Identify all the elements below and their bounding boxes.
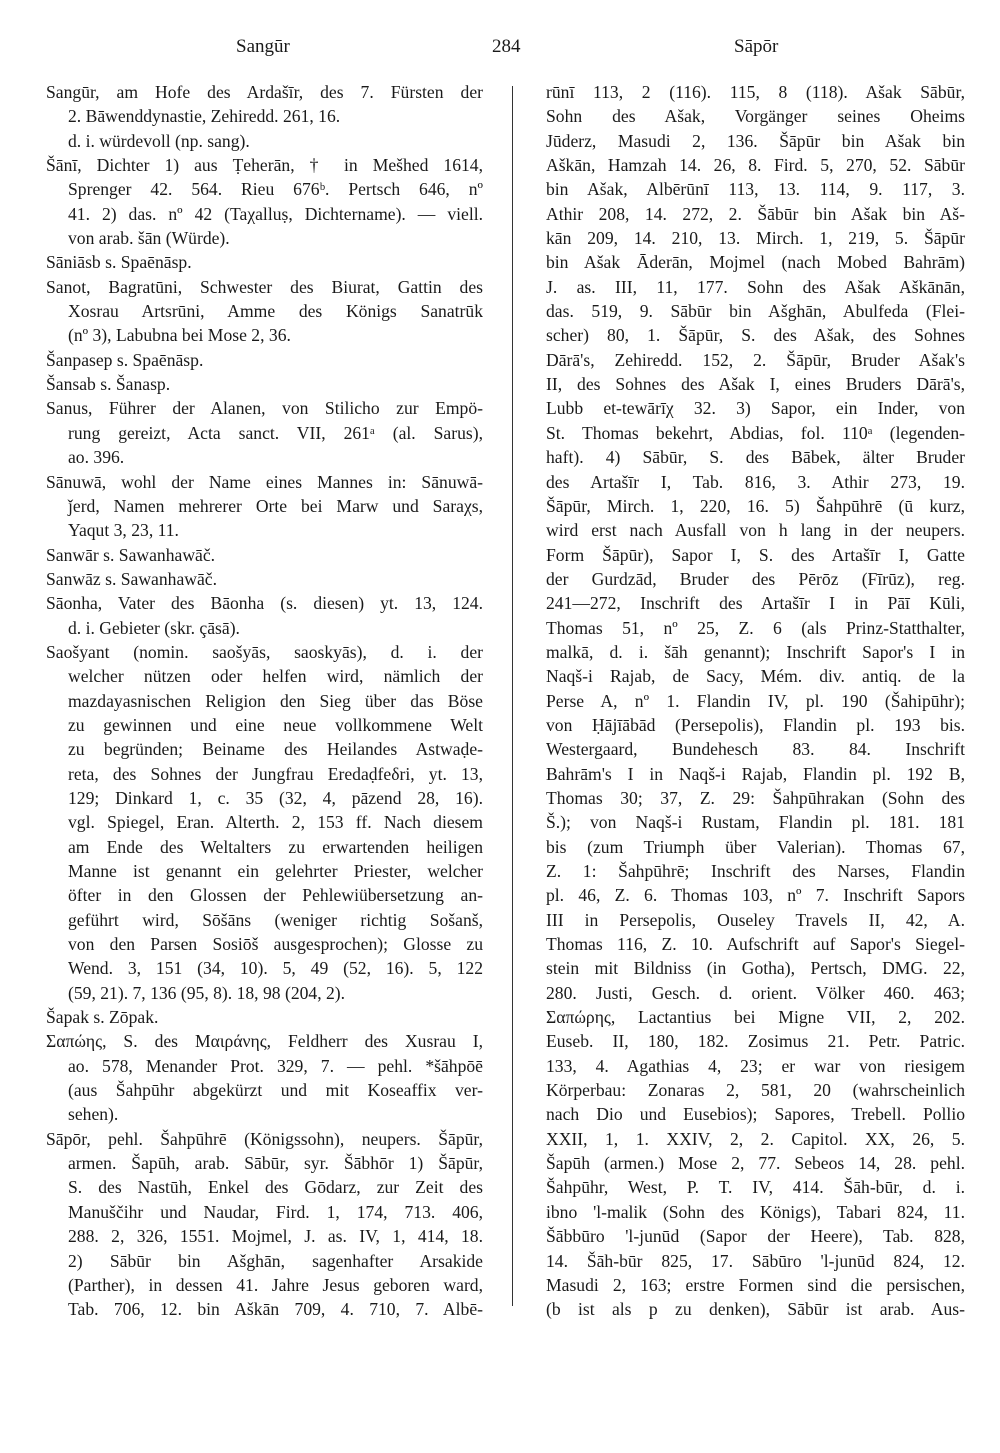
text-line: Dārā's, Zehiredd. 152, 2. Šāpūr, Bruder Ašak's: [546, 349, 965, 370]
text-line: geführt wird, Sōšāns (weniger richtig Sošanš,: [68, 909, 483, 930]
text-line: sehen).: [68, 1104, 119, 1125]
header-right-headword: Sāpōr: [734, 36, 779, 57]
text-line: rung gereizt, Acta sanct. VII, 261ᵃ (al. Sarus),: [68, 422, 483, 443]
text-line: Sohn des Ašak, Vorgänger seines Oheims: [546, 106, 965, 127]
text-line: 2. Bāwenddynastie, Zehiredd. 261, 16.: [68, 106, 341, 127]
text-line: Σαπώρης, Lactantius bei Migne VII, 2, 202.: [546, 1007, 965, 1028]
text-line: malkā, d. i. šāh genannt); Inschrift Sapor's I in: [546, 641, 965, 662]
text-line: Bahrām's I in Naqš-i Rajab, Flandin pl. 192 B,: [546, 763, 965, 784]
text-line: Sanus, Führer der Alanen, von Stilicho zur Empö-: [46, 398, 483, 419]
text-line: Sprenger 42. 564. Rieu 676ᵇ. Pertsch 646, nº: [68, 179, 483, 200]
text-line: armen. Šapūh, arab. Sābūr, syr. Šābhōr 1) Šāpūr,: [68, 1153, 483, 1174]
text-line: St. Thomas bekehrt, Abdias, fol. 110ᵃ (legenden-: [546, 422, 965, 443]
text-line: Σαπώης, S. des Μαιράνης, Feldherr des Xusrau I,: [46, 1031, 483, 1052]
text-line: Saošyant (nomin. saošyās, saoskyās), d. i. der: [46, 641, 483, 662]
text-line: Perse A, nº 1. Flandin IV, pl. 190 (Šahipūhr);: [546, 690, 965, 711]
text-line: (nº 3), Labubna bei Mose 2, 36.: [68, 325, 291, 346]
header-left-headword: Sangūr: [236, 36, 290, 57]
text-line: des Artašīr I, Tab. 816, 3. Athir 273, 19.: [546, 471, 965, 492]
text-line: Jūderz, Masudi 2, 136. Šāpūr bin Ašak bin: [546, 130, 965, 151]
text-line: Šānī, Dichter 1) aus Ṭeherān, † in Mešhed 1614,: [46, 155, 483, 176]
text-line: II, des Sohnes des Ašak I, eines Bruders Dārā's,: [546, 374, 965, 395]
text-line: Šansab s. Šanasp.: [46, 374, 171, 395]
text-line: Masudi 2, 163; erstre Formen sind die persischen,: [546, 1274, 965, 1295]
text-line: stein mit Bildniss (in Gotha), Pertsch, DMG. 22,: [546, 958, 965, 979]
text-line: J. as. III, 11, 177. Sohn des Ašak Aškānān,: [546, 276, 965, 297]
text-line: (59, 21). 7, 136 (95, 8). 18, 98 (204, 2).: [68, 982, 346, 1003]
text-line: Thomas 30; 37, Z. 29: Šahpūhrakan (Sohn des: [546, 787, 965, 808]
text-line: bin Ašak, Albērūnī 113, 13. 114, 9. 117, 3.: [546, 179, 965, 200]
text-line: Wend. 3, 151 (34, 10). 5, 49 (52, 16). 5, 122: [68, 958, 483, 979]
text-line: Šāpūr, Mirch. 1, 220, 16. 5) Šahpūhrē (ū kurz,: [546, 495, 965, 516]
text-line: Thomas 51, nº 25, Z. 6 (als Prinz-Statthalter,: [546, 617, 965, 638]
text-line: Šapak s. Zōpak.: [46, 1007, 159, 1028]
text-line: Š.); von Naqš-i Rustam, Flandin pl. 181. 181: [546, 812, 965, 833]
text-line: Z. 1: Šahpūhrē; Inschrift des Narses, Flandin: [546, 861, 965, 881]
text-line: Lubb et-tewārīχ 32. 3) Sapor, ein Inder, von: [546, 398, 965, 419]
text-line: von den Parsen Sosiōš ausgesprochen); Glosse zu: [68, 934, 483, 955]
text-line: von Ḥājīābād (Persepolis), Flandin pl. 193 bis.: [546, 714, 965, 735]
text-line: Westergaard, Bundehesch 83. 84. Inschrift: [546, 739, 965, 760]
text-line: zu gewinnen und eine neue vollkommene Welt: [68, 714, 483, 735]
text-line: ibno 'l-malik (Sohn des Königs), Tabari 824, 11.: [546, 1201, 965, 1222]
text-line: Šapūh (armen.) Mose 2, 77. Sebeos 14, 28. pehl.: [546, 1153, 965, 1174]
text-line: Sangūr, am Hofe des Ardašīr, des 7. Fürsten der: [46, 82, 483, 102]
left-column: [46, 80, 483, 1322]
text-line: 41. 2) das. nº 42 (Taχalluṣ, Dichtername). — viell.: [68, 203, 483, 224]
text-line: Thomas 116, Z. 10. Aufschrift auf Sapor's Siegel-: [546, 934, 965, 955]
text-line: ǰerd, Namen mehrerer Orte bei Marw und Saraχs,: [68, 495, 483, 516]
text-line: mazdayasnischen Religion den Sieg über das Böse: [68, 690, 483, 711]
running-header: [48, 36, 964, 62]
text-line: (aus Šahpūhr abgekürzt und mit Koseaffix ver-: [68, 1080, 483, 1101]
text-line: zu begründen; Beiname des Heilandes Astwaḍe-: [68, 739, 483, 760]
text-line: Form Šāpūr), Sapor I, S. des Artašīr I, Gatte: [546, 544, 965, 565]
text-line: Sānuwā, wohl der Name eines Mannes in: Sānuwā-: [46, 471, 483, 492]
text-line: welcher nützen oder helfen wird, nämlich der: [68, 666, 483, 687]
text-line: nach Dio und Eusebios); Sapores, Trebell. Pollio: [546, 1104, 965, 1125]
text-line: bin Ašak Āderān, Mojmel (nach Mobed Bahrām): [546, 252, 965, 273]
text-line: III in Persepolis, Ouseley Travels II, 42, A.: [546, 909, 965, 930]
text-line: d. i. würdevoll (np. sang).: [68, 130, 250, 151]
text-line: (b ist als p zu denken), Sābūr ist arab. Aus-: [546, 1299, 965, 1320]
text-line: Naqš-i Rajab, de Sacy, Mém. div. antiq. de la: [546, 666, 965, 687]
text-line: 129; Dinkard 1, c. 35 (32, 4, pāzend 28, 16).: [68, 787, 483, 808]
text-line: öfter in den Glossen der Pehlewiübersetzung an-: [68, 885, 483, 906]
text-line: Aškān, Hamzah 14. 26, 8. Fird. 5, 270, 52. Sābūr: [546, 155, 965, 176]
text-line: rūnī 113, 2 (116). 115, 8 (118). Ašak Sābūr,: [546, 82, 965, 102]
text-line: von arab. šān (Würde).: [68, 228, 230, 249]
text-line: Sāniāsb s. Spaēnāsp.: [46, 252, 192, 273]
text-line: Sanot, Bagratūni, Schwester des Biurat, Gattin des: [46, 276, 483, 297]
text-line: ao. 578, Menander Prot. 329, 7. — pehl. *šāhpōē: [68, 1055, 483, 1076]
text-line: Sanwāz s. Sawanhawāč.: [46, 568, 217, 589]
text-line: Sanwār s. Sawanhawāč.: [46, 544, 216, 565]
text-line: XXII, 1, 1. XXIV, 2, 2. Capitol. XX, 26, 5.: [546, 1128, 965, 1149]
text-line: 133, 4. Agathias 4, 23; er war von riesigem: [546, 1055, 965, 1076]
text-line: ao. 396.: [68, 447, 125, 468]
text-line: wird erst nach Ausfall von h lang in der neupers.: [546, 520, 965, 541]
text-line: haft). 4) Sābūr, S. des Bābek, älter Bruder: [546, 447, 965, 468]
text-line: Athir 208, 14. 272, 2. Šābūr bin Ašak bin Aš-: [546, 203, 965, 224]
text-line: das. 519, 9. Sābūr bin Ašghān, Abulfeda (Flei-: [546, 301, 965, 322]
text-line: Manne ist genannt ein gelehrter Priester, welcher: [68, 861, 483, 881]
text-line: 2) Sābūr bin Ašghān, sagenhafter Arsakide: [68, 1250, 483, 1271]
column-divider: [512, 86, 513, 1306]
text-line: kān 209, 14. 210, 13. Mirch. 1, 219, 5. Šāpūr: [546, 228, 965, 249]
text-line: Yaqut 3, 23, 11.: [68, 520, 179, 541]
text-line: der Gurdzād, Bruder des Pērōz (Fīrūz), reg.: [546, 568, 965, 589]
text-line: scher) 80, 1. Šāpūr, S. des Ašak, des Sohnes: [546, 325, 965, 346]
page-number: 284: [492, 36, 521, 57]
text-line: 14. Šāh-būr 825, 17. Sābūro 'l-junūd 824, 12.: [546, 1250, 965, 1271]
right-column: [546, 80, 965, 1322]
text-line: Sāpōr, pehl. Šahpūhrē (Königssohn), neupers. Šāpūr,: [46, 1128, 483, 1149]
text-line: bis (zum Triumph über Valerian). Thomas 67,: [546, 836, 965, 857]
text-line: reta, des Sohnes der Jungfrau Eredaḍfeδri, yt. 13,: [68, 763, 483, 784]
text-line: 280. Justi, Gesch. d. orient. Völker 460. 463;: [546, 982, 965, 1003]
text-line: vgl. Spiegel, Eran. Alterth. 2, 153 ff. Nach diesem: [68, 812, 483, 833]
text-line: Manuščihr und Naudar, Fird. 1, 174, 713. 406,: [68, 1201, 483, 1222]
text-line: 288. 2, 326, 1551. Mojmel, J. as. IV, 1, 414, 18.: [68, 1226, 483, 1247]
text-line: am Ende des Weltalters zu erwartenden heiligen: [68, 836, 483, 857]
text-line: Šahpūhr, West, P. T. IV, 414. Šāh-būr, d. i.: [546, 1177, 965, 1198]
text-line: Euseb. II, 180, 182. Zosimus 21. Petr. Patric.: [546, 1031, 965, 1052]
text-line: Tab. 706, 12. bin Aškān 709, 4. 710, 7. Albē-: [68, 1299, 483, 1320]
text-line: d. i. Gebieter (skr. çāsā).: [68, 617, 240, 638]
text-line: 241—272, Inschrift des Artašīr I in Pāī Kūli,: [546, 593, 965, 614]
text-line: Sāonha, Vater des Bāonha (s. diesen) yt. 13, 124.: [46, 593, 483, 614]
text-line: pl. 46, Z. 6. Thomas 103, nº 7. Inschrift Sapors: [546, 885, 965, 906]
text-line: Xosrau Artsrūni, Amme des Königs Sanatrūk: [68, 301, 483, 322]
text-line: Šābbūro 'l-junūd (Sapor der Heere), Tab. 828,: [546, 1226, 965, 1247]
text-line: S. des Nastūh, Enkel des Gōdarz, zur Zeit des: [68, 1177, 483, 1198]
text-line: (Parther), in dessen 41. Jahre Jesus geboren ward,: [68, 1274, 483, 1295]
text-line: Šanpasep s. Spaēnāsp.: [46, 349, 204, 370]
text-line: Körperbau: Zonaras 2, 581, 20 (wahrscheinlich: [546, 1080, 965, 1101]
